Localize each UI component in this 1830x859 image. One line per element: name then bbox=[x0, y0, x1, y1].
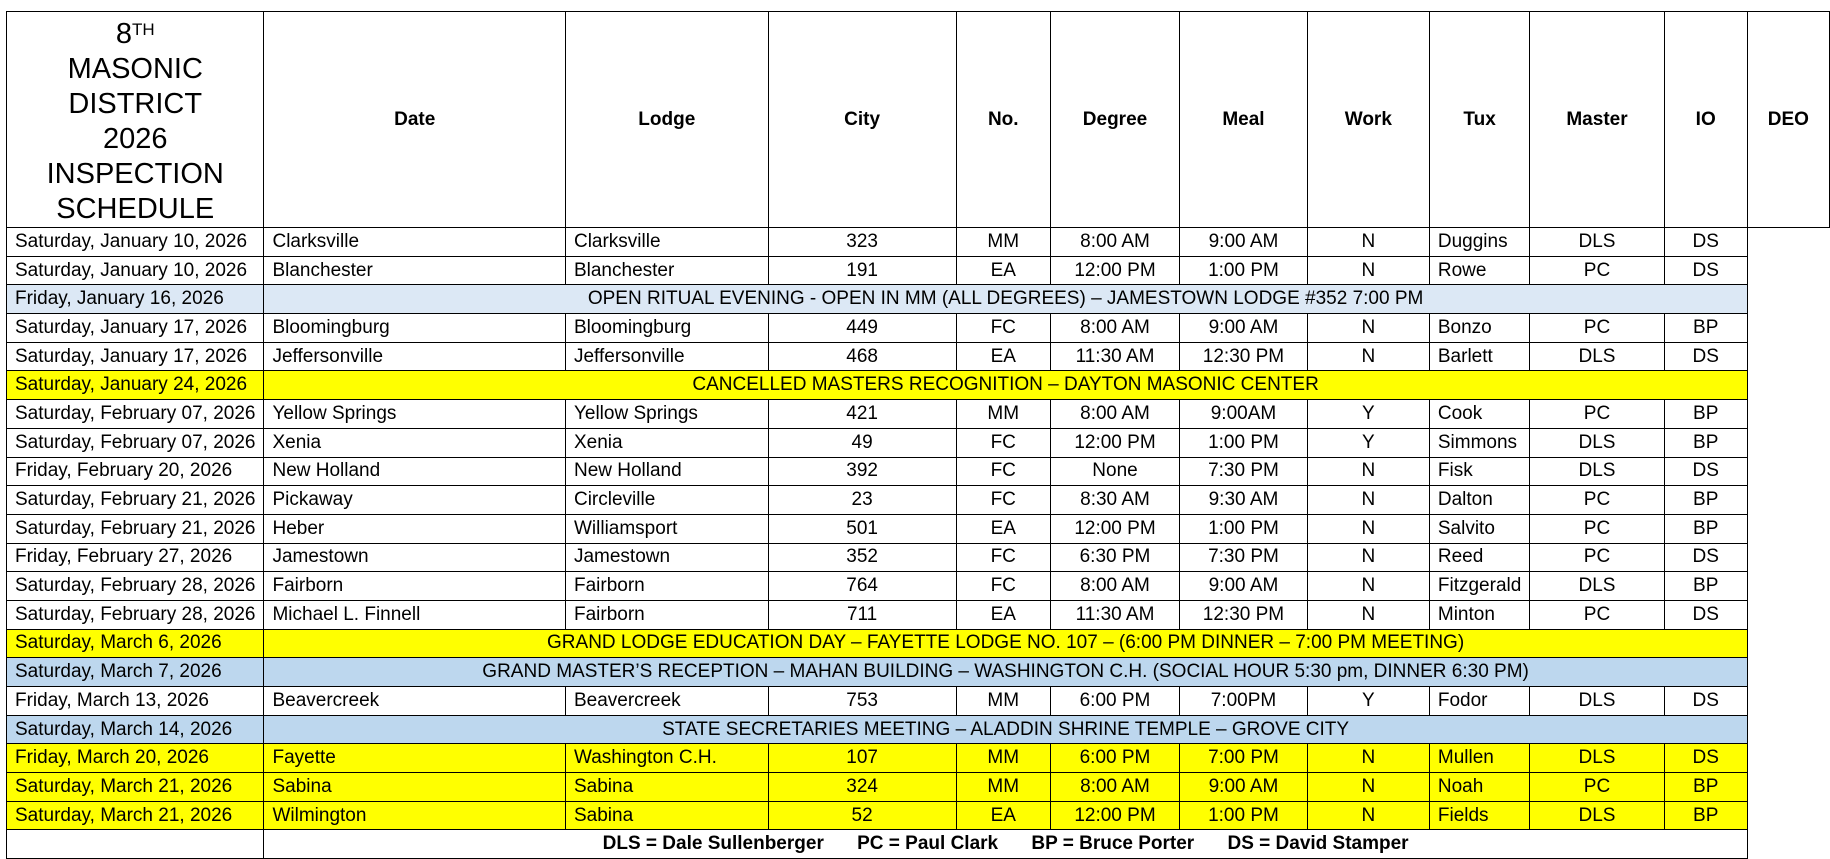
degree-cell: FC bbox=[956, 543, 1050, 572]
date-cell: Saturday, March 14, 2026 bbox=[7, 715, 264, 744]
deo-cell: DS bbox=[1664, 744, 1747, 773]
io-cell: DLS bbox=[1530, 428, 1664, 457]
meal-time-cell: 12:00 PM bbox=[1050, 801, 1179, 830]
meal-time-cell: 8:00 AM bbox=[1050, 773, 1179, 802]
event-description-cell: OPEN RITUAL EVENING - OPEN IN MM (ALL DEGREES) – JAMESTOWN LODGE #352 7:00 PM bbox=[264, 285, 1747, 314]
date-cell: Saturday, January 24, 2026 bbox=[7, 371, 264, 400]
degree-cell: MM bbox=[956, 228, 1050, 257]
work-time-cell: 1:00 PM bbox=[1180, 428, 1308, 457]
lodge-cell: New Holland bbox=[264, 457, 566, 486]
city-cell: Jeffersonville bbox=[565, 342, 768, 371]
degree-cell: FC bbox=[956, 572, 1050, 601]
deo-cell: BP bbox=[1664, 572, 1747, 601]
meal-time-cell: 8:00 AM bbox=[1050, 572, 1179, 601]
io-cell: PC bbox=[1530, 773, 1664, 802]
io-cell: PC bbox=[1530, 256, 1664, 285]
event-row bbox=[7, 371, 1830, 400]
work-time-cell: 7:30 PM bbox=[1180, 457, 1308, 486]
header-tux: Tux bbox=[1429, 12, 1529, 228]
city-cell: New Holland bbox=[565, 457, 768, 486]
work-time-cell: 9:00AM bbox=[1180, 400, 1308, 429]
date-cell: Friday, February 20, 2026 bbox=[7, 457, 264, 486]
tux-cell: N bbox=[1307, 486, 1429, 515]
city-cell: Fairborn bbox=[565, 600, 768, 629]
master-cell: Mullen bbox=[1429, 744, 1529, 773]
io-cell: PC bbox=[1530, 314, 1664, 343]
tux-cell: N bbox=[1307, 572, 1429, 601]
schedule-row bbox=[7, 744, 1830, 773]
tux-cell: Y bbox=[1307, 687, 1429, 716]
date-cell: Saturday, February 07, 2026 bbox=[7, 428, 264, 457]
meal-time-cell: 6:00 PM bbox=[1050, 744, 1179, 773]
work-time-cell: 9:00 AM bbox=[1180, 773, 1308, 802]
tux-cell: Y bbox=[1307, 428, 1429, 457]
schedule-row bbox=[7, 514, 1830, 543]
lodge-number-cell: 468 bbox=[768, 342, 956, 371]
degree-cell: EA bbox=[956, 600, 1050, 629]
work-time-cell: 7:00 PM bbox=[1180, 744, 1308, 773]
meal-time-cell: 12:00 PM bbox=[1050, 256, 1179, 285]
tux-cell: N bbox=[1307, 457, 1429, 486]
degree-cell: EA bbox=[956, 801, 1050, 830]
meal-time-cell: 8:00 AM bbox=[1050, 228, 1179, 257]
master-cell: Fitzgerald bbox=[1429, 572, 1529, 601]
degree-cell: EA bbox=[956, 342, 1050, 371]
lodge-cell: Jeffersonville bbox=[264, 342, 566, 371]
schedule-row bbox=[7, 457, 1830, 486]
legend-empty-cell bbox=[7, 830, 264, 859]
schedule-row bbox=[7, 773, 1830, 802]
work-time-cell: 9:00 AM bbox=[1180, 228, 1308, 257]
event-description-cell: CANCELLED MASTERS RECOGNITION – DAYTON MASONIC CENTER bbox=[264, 371, 1747, 400]
lodge-cell: Xenia bbox=[264, 428, 566, 457]
degree-cell: MM bbox=[956, 687, 1050, 716]
master-cell: Duggins bbox=[1429, 228, 1529, 257]
deo-cell: DS bbox=[1664, 342, 1747, 371]
event-row bbox=[7, 658, 1830, 687]
degree-cell: MM bbox=[956, 744, 1050, 773]
tux-cell: N bbox=[1307, 744, 1429, 773]
degree-cell: FC bbox=[956, 486, 1050, 515]
meal-time-cell: 12:00 PM bbox=[1050, 428, 1179, 457]
meal-time-cell: 8:30 AM bbox=[1050, 486, 1179, 515]
date-cell: Saturday, March 7, 2026 bbox=[7, 658, 264, 687]
deo-cell: DS bbox=[1664, 457, 1747, 486]
lodge-number-cell: 52 bbox=[768, 801, 956, 830]
master-cell: Minton bbox=[1429, 600, 1529, 629]
city-cell: Blanchester bbox=[565, 256, 768, 285]
master-cell: Fodor bbox=[1429, 687, 1529, 716]
io-cell: PC bbox=[1530, 400, 1664, 429]
lodge-number-cell: 191 bbox=[768, 256, 956, 285]
meal-time-cell: 11:30 AM bbox=[1050, 600, 1179, 629]
legend-item: BP = Bruce Porter bbox=[1031, 833, 1195, 855]
master-cell: Salvito bbox=[1429, 514, 1529, 543]
schedule-row bbox=[7, 342, 1830, 371]
master-cell: Fisk bbox=[1429, 457, 1529, 486]
city-cell: Washington C.H. bbox=[565, 744, 768, 773]
lodge-number-cell: 764 bbox=[768, 572, 956, 601]
date-cell: Saturday, January 17, 2026 bbox=[7, 342, 264, 371]
work-time-cell: 12:30 PM bbox=[1180, 342, 1308, 371]
schedule-body bbox=[7, 228, 1830, 830]
meal-time-cell: None bbox=[1050, 457, 1179, 486]
lodge-number-cell: 323 bbox=[768, 228, 956, 257]
header-deo: DEO bbox=[1747, 12, 1829, 228]
date-cell: Saturday, January 17, 2026 bbox=[7, 314, 264, 343]
master-cell: Reed bbox=[1429, 543, 1529, 572]
io-cell: DLS bbox=[1530, 457, 1664, 486]
city-cell: Clarksville bbox=[565, 228, 768, 257]
degree-cell: FC bbox=[956, 314, 1050, 343]
schedule-row bbox=[7, 228, 1830, 257]
work-time-cell: 9:00 AM bbox=[1180, 572, 1308, 601]
city-cell: Sabina bbox=[565, 801, 768, 830]
deo-cell: DS bbox=[1664, 256, 1747, 285]
lodge-cell: Fayette bbox=[264, 744, 566, 773]
io-cell: DLS bbox=[1530, 801, 1664, 830]
deo-cell: DS bbox=[1664, 543, 1747, 572]
legend-item: DS = David Stamper bbox=[1227, 833, 1409, 855]
work-time-cell: 1:00 PM bbox=[1180, 801, 1308, 830]
district-title: 8TH MASONIC DISTRICT 2026 INSPECTION SCHEDULE bbox=[46, 18, 224, 225]
lodge-cell: Jamestown bbox=[264, 543, 566, 572]
legend-item: DLS = Dale Sullenberger bbox=[602, 833, 824, 855]
meal-time-cell: 6:30 PM bbox=[1050, 543, 1179, 572]
city-cell: Fairborn bbox=[565, 572, 768, 601]
city-cell: Bloomingburg bbox=[565, 314, 768, 343]
tux-cell: N bbox=[1307, 514, 1429, 543]
date-cell: Friday, January 16, 2026 bbox=[7, 285, 264, 314]
tux-cell: N bbox=[1307, 256, 1429, 285]
deo-cell: BP bbox=[1664, 428, 1747, 457]
lodge-cell: Wilmington bbox=[264, 801, 566, 830]
master-cell: Noah bbox=[1429, 773, 1529, 802]
lodge-cell: Pickaway bbox=[264, 486, 566, 515]
event-row bbox=[7, 715, 1830, 744]
lodge-number-cell: 49 bbox=[768, 428, 956, 457]
schedule-container bbox=[6, 11, 1830, 859]
lodge-number-cell: 711 bbox=[768, 600, 956, 629]
meal-time-cell: 8:00 AM bbox=[1050, 314, 1179, 343]
event-description-cell: STATE SECRETARIES MEETING – ALADDIN SHRINE TEMPLE – GROVE CITY bbox=[264, 715, 1747, 744]
lodge-number-cell: 753 bbox=[768, 687, 956, 716]
header-io: IO bbox=[1664, 12, 1747, 228]
meal-time-cell: 12:00 PM bbox=[1050, 514, 1179, 543]
lodge-cell: Heber bbox=[264, 514, 566, 543]
deo-cell: DS bbox=[1664, 228, 1747, 257]
deo-cell: BP bbox=[1664, 400, 1747, 429]
deo-cell: BP bbox=[1664, 773, 1747, 802]
city-cell: Williamsport bbox=[565, 514, 768, 543]
io-cell: DLS bbox=[1530, 342, 1664, 371]
date-cell: Friday, March 13, 2026 bbox=[7, 687, 264, 716]
master-cell: Fields bbox=[1429, 801, 1529, 830]
io-cell: PC bbox=[1530, 486, 1664, 515]
city-cell: Sabina bbox=[565, 773, 768, 802]
io-cell: DLS bbox=[1530, 228, 1664, 257]
city-cell: Yellow Springs bbox=[565, 400, 768, 429]
deo-cell: DS bbox=[1664, 687, 1747, 716]
degree-cell: FC bbox=[956, 457, 1050, 486]
deo-cell: BP bbox=[1664, 486, 1747, 515]
legend-item: PC = Paul Clark bbox=[857, 833, 999, 855]
schedule-row bbox=[7, 572, 1830, 601]
tux-cell: N bbox=[1307, 543, 1429, 572]
lodge-number-cell: 352 bbox=[768, 543, 956, 572]
date-cell: Saturday, February 28, 2026 bbox=[7, 600, 264, 629]
lodge-number-cell: 107 bbox=[768, 744, 956, 773]
lodge-cell: Michael L. Finnell bbox=[264, 600, 566, 629]
work-time-cell: 1:00 PM bbox=[1180, 514, 1308, 543]
schedule-row bbox=[7, 256, 1830, 285]
date-cell: Friday, February 27, 2026 bbox=[7, 543, 264, 572]
meal-time-cell: 11:30 AM bbox=[1050, 342, 1179, 371]
lodge-number-cell: 23 bbox=[768, 486, 956, 515]
header-row bbox=[7, 12, 1830, 228]
legend-cell bbox=[264, 830, 1747, 859]
inspection-schedule-table bbox=[6, 11, 1830, 859]
city-cell: Circleville bbox=[565, 486, 768, 515]
district-title-cell bbox=[7, 12, 264, 228]
date-cell: Saturday, February 07, 2026 bbox=[7, 400, 264, 429]
tux-cell: N bbox=[1307, 342, 1429, 371]
lodge-number-cell: 449 bbox=[768, 314, 956, 343]
tux-cell: Y bbox=[1307, 400, 1429, 429]
meal-time-cell: 8:00 AM bbox=[1050, 400, 1179, 429]
io-cell: DLS bbox=[1530, 744, 1664, 773]
deo-cell: BP bbox=[1664, 514, 1747, 543]
master-cell: Rowe bbox=[1429, 256, 1529, 285]
io-cell: DLS bbox=[1530, 687, 1664, 716]
master-cell: Dalton bbox=[1429, 486, 1529, 515]
lodge-cell: Sabina bbox=[264, 773, 566, 802]
lodge-cell: Bloomingburg bbox=[264, 314, 566, 343]
degree-cell: FC bbox=[956, 428, 1050, 457]
event-description-cell: GRAND MASTER’S RECEPTION – MAHAN BUILDING – WASHINGTON C.H. (SOCIAL HOUR 5:30 pm, DINNER 6:30 PM) bbox=[264, 658, 1747, 687]
work-time-cell: 12:30 PM bbox=[1180, 600, 1308, 629]
date-cell: Saturday, January 10, 2026 bbox=[7, 256, 264, 285]
header-lodge: Lodge bbox=[565, 12, 768, 228]
tux-cell: N bbox=[1307, 801, 1429, 830]
schedule-row bbox=[7, 801, 1830, 830]
meal-time-cell: 6:00 PM bbox=[1050, 687, 1179, 716]
schedule-row bbox=[7, 314, 1830, 343]
lodge-cell: Fairborn bbox=[264, 572, 566, 601]
event-row bbox=[7, 629, 1830, 658]
schedule-row bbox=[7, 486, 1830, 515]
header-date: Date bbox=[264, 12, 566, 228]
degree-cell: MM bbox=[956, 400, 1050, 429]
date-cell: Saturday, February 21, 2026 bbox=[7, 514, 264, 543]
date-cell: Saturday, January 10, 2026 bbox=[7, 228, 264, 257]
date-cell: Saturday, February 21, 2026 bbox=[7, 486, 264, 515]
io-cell: PC bbox=[1530, 514, 1664, 543]
master-cell: Bonzo bbox=[1429, 314, 1529, 343]
deo-cell: BP bbox=[1664, 314, 1747, 343]
date-cell: Saturday, March 21, 2026 bbox=[7, 773, 264, 802]
lodge-number-cell: 392 bbox=[768, 457, 956, 486]
io-cell: PC bbox=[1530, 543, 1664, 572]
master-cell: Cook bbox=[1429, 400, 1529, 429]
schedule-row bbox=[7, 428, 1830, 457]
work-time-cell: 1:00 PM bbox=[1180, 256, 1308, 285]
schedule-row bbox=[7, 543, 1830, 572]
master-cell: Simmons bbox=[1429, 428, 1529, 457]
io-cell: PC bbox=[1530, 600, 1664, 629]
tux-cell: N bbox=[1307, 773, 1429, 802]
event-description-cell: GRAND LODGE EDUCATION DAY – FAYETTE LODGE NO. 107 – (6:00 PM DINNER – 7:00 PM MEETING) bbox=[264, 629, 1747, 658]
lodge-cell: Yellow Springs bbox=[264, 400, 566, 429]
date-cell: Saturday, March 6, 2026 bbox=[7, 629, 264, 658]
date-cell: Friday, March 20, 2026 bbox=[7, 744, 264, 773]
header-master: Master bbox=[1530, 12, 1664, 228]
schedule-row bbox=[7, 600, 1830, 629]
degree-cell: EA bbox=[956, 514, 1050, 543]
legend-row bbox=[7, 830, 1830, 859]
city-cell: Beavercreek bbox=[565, 687, 768, 716]
header-city: City bbox=[768, 12, 956, 228]
header-meal: Meal bbox=[1180, 12, 1308, 228]
lodge-number-cell: 324 bbox=[768, 773, 956, 802]
tux-cell: N bbox=[1307, 600, 1429, 629]
header-degree: Degree bbox=[1050, 12, 1179, 228]
lodge-number-cell: 421 bbox=[768, 400, 956, 429]
lodge-cell: Beavercreek bbox=[264, 687, 566, 716]
schedule-row bbox=[7, 400, 1830, 429]
work-time-cell: 7:00PM bbox=[1180, 687, 1308, 716]
degree-cell: MM bbox=[956, 773, 1050, 802]
tux-cell: N bbox=[1307, 228, 1429, 257]
deo-cell: BP bbox=[1664, 801, 1747, 830]
lodge-number-cell: 501 bbox=[768, 514, 956, 543]
city-cell: Jamestown bbox=[565, 543, 768, 572]
master-cell: Barlett bbox=[1429, 342, 1529, 371]
tux-cell: N bbox=[1307, 314, 1429, 343]
date-cell: Saturday, February 28, 2026 bbox=[7, 572, 264, 601]
deo-cell: DS bbox=[1664, 600, 1747, 629]
city-cell: Xenia bbox=[565, 428, 768, 457]
header-no: No. bbox=[956, 12, 1050, 228]
work-time-cell: 9:00 AM bbox=[1180, 314, 1308, 343]
work-time-cell: 7:30 PM bbox=[1180, 543, 1308, 572]
header-work: Work bbox=[1307, 12, 1429, 228]
io-cell: DLS bbox=[1530, 572, 1664, 601]
date-cell: Saturday, March 21, 2026 bbox=[7, 801, 264, 830]
event-row bbox=[7, 285, 1830, 314]
schedule-row bbox=[7, 687, 1830, 716]
work-time-cell: 9:30 AM bbox=[1180, 486, 1308, 515]
degree-cell: EA bbox=[956, 256, 1050, 285]
lodge-cell: Blanchester bbox=[264, 256, 566, 285]
lodge-cell: Clarksville bbox=[264, 228, 566, 257]
